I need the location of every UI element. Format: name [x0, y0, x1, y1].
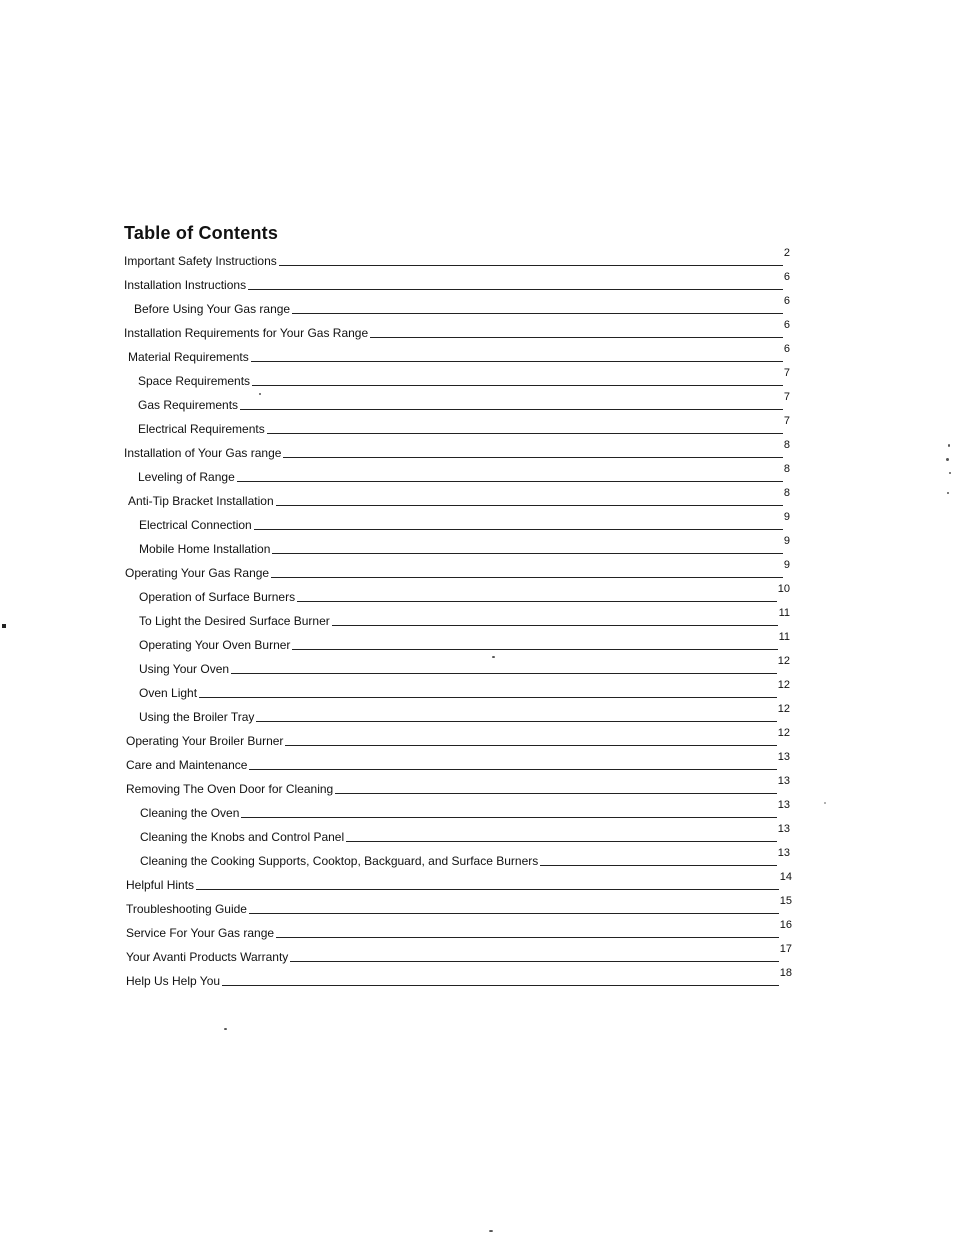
- toc-leader-line: [292, 649, 777, 650]
- toc-leader-line: [276, 937, 779, 938]
- scan-speck: [489, 1230, 493, 1232]
- toc-entry: [138, 415, 790, 437]
- toc-entry-label: Service For Your Gas range: [126, 926, 275, 940]
- toc-entry-page: 9: [783, 559, 790, 571]
- toc-entry-page: 13: [777, 751, 790, 763]
- toc-entry-label: Removing The Oven Door for Cleaning: [126, 782, 334, 796]
- toc-entry: [139, 607, 790, 629]
- toc-entry-page: 12: [777, 679, 790, 691]
- toc-entry-page: 8: [783, 439, 790, 451]
- toc-entry: [126, 871, 792, 893]
- toc-entry-page: 9: [783, 535, 790, 547]
- toc-leader-line: [231, 673, 777, 674]
- toc-entry-label: Anti-Tip Bracket Installation: [128, 494, 274, 508]
- toc-entry: [138, 391, 790, 413]
- toc-entry: [140, 847, 790, 869]
- toc-entry-label: Your Avanti Products Warranty: [126, 950, 289, 964]
- toc-entry-page: 8: [783, 487, 790, 499]
- toc-entry-page: 7: [783, 367, 790, 379]
- toc-entry: [126, 943, 792, 965]
- toc-entry-label: Material Requirements: [128, 350, 249, 364]
- toc-leader-line: [370, 337, 783, 338]
- toc-entry-label: Installation Instructions: [124, 278, 247, 292]
- scan-speck: [2, 624, 6, 628]
- toc-leader-line: [292, 313, 783, 314]
- toc-leader-line: [279, 265, 783, 266]
- toc-entry: [140, 799, 790, 821]
- toc-leader-line: [251, 361, 783, 362]
- toc-entry: [138, 367, 790, 389]
- toc-entry-page: 13: [777, 799, 790, 811]
- toc-entry-label: Mobile Home Installation: [139, 542, 271, 556]
- toc-entry-label: Help Us Help You: [126, 974, 221, 988]
- toc-entry: [126, 967, 792, 989]
- toc-leader-line: [271, 577, 783, 578]
- scan-speck: [949, 472, 951, 474]
- toc-entry-page: 9: [783, 511, 790, 523]
- toc-entry-label: Care and Maintenance: [126, 758, 248, 772]
- toc-leader-line: [222, 985, 779, 986]
- toc-entry-label: Using Your Oven: [139, 662, 230, 676]
- toc-leader-line: [285, 745, 776, 746]
- toc-leader-line: [332, 625, 778, 626]
- toc-entry: [126, 895, 792, 917]
- toc-leader-line: [249, 913, 779, 914]
- toc-entry: [140, 823, 790, 845]
- toc-entry: [124, 247, 790, 269]
- toc-leader-line: [254, 529, 783, 530]
- toc-entry-label: Helpful Hints: [126, 878, 195, 892]
- toc-leader-line: [248, 289, 783, 290]
- toc-entry-page: 6: [783, 295, 790, 307]
- toc-entry-page: 12: [777, 703, 790, 715]
- toc-entry-label: Space Requirements: [138, 374, 251, 388]
- toc-entry: [138, 463, 790, 485]
- toc-entry: [126, 775, 790, 797]
- toc-entry-page: 7: [783, 415, 790, 427]
- toc-entry-label: Cleaning the Cooking Supports, Cooktop, Backguard, and Surface Burners: [140, 854, 539, 868]
- toc-entry-page: 13: [777, 775, 790, 787]
- toc-leader-line: [346, 841, 777, 842]
- toc-entry-page: 12: [777, 727, 790, 739]
- toc-entry: [126, 727, 790, 749]
- toc-leader-line: [199, 697, 777, 698]
- toc-entry: [139, 631, 790, 653]
- toc-leader-line: [256, 721, 776, 722]
- toc-entry: [126, 751, 790, 773]
- toc-leader-line: [297, 601, 777, 602]
- toc-entry-page: 18: [779, 967, 792, 979]
- toc-entry-page: 16: [779, 919, 792, 931]
- toc-entry-page: 7: [783, 391, 790, 403]
- toc-entry-page: 10: [777, 583, 790, 595]
- scan-speck: [224, 1028, 227, 1030]
- toc-entry-page: 2: [783, 247, 790, 259]
- toc-leader-line: [237, 481, 783, 482]
- toc-entry-page: 6: [783, 319, 790, 331]
- toc-leader-line: [267, 433, 783, 434]
- toc-leader-line: [252, 385, 783, 386]
- toc-entry-label: Operation of Surface Burners: [139, 590, 296, 604]
- toc-entry-page: 11: [778, 607, 790, 619]
- scan-speck: [946, 458, 949, 461]
- toc-entry-page: 8: [783, 463, 790, 475]
- toc-entry: [124, 319, 790, 341]
- toc-entry: [124, 271, 790, 293]
- toc-entry-page: 13: [777, 823, 790, 835]
- toc-leader-line: [283, 457, 782, 458]
- toc-entry-page: 17: [779, 943, 792, 955]
- scan-speck: [948, 444, 950, 447]
- toc-entry-page: 12: [777, 655, 790, 667]
- toc-entry-label: To Light the Desired Surface Burner: [139, 614, 330, 628]
- toc-entry: [125, 559, 790, 581]
- toc-entry: [124, 439, 790, 461]
- toc-entry: [134, 295, 790, 317]
- toc-entry-page: 6: [783, 271, 790, 283]
- toc-leader-line: [196, 889, 779, 890]
- scan-speck: [947, 492, 949, 494]
- toc-leader-line: [272, 553, 782, 554]
- toc-entry-page: 6: [783, 343, 790, 355]
- toc-entry-label: Troubleshooting Guide: [126, 902, 247, 916]
- toc-entry: [139, 679, 790, 701]
- toc-entry-page: 14: [779, 871, 792, 883]
- toc-entry-label: Cleaning the Oven: [140, 806, 240, 820]
- scan-speck: [492, 656, 495, 658]
- toc-entry-label: Oven Light: [139, 686, 198, 700]
- toc-entry-label: Operating Your Oven Burner: [139, 638, 291, 652]
- toc-entry-page: 13: [777, 847, 790, 859]
- toc-entry: [139, 583, 790, 605]
- toc-entry-label: Electrical Connection: [139, 518, 252, 532]
- toc-entry-label: Leveling of Range: [138, 470, 235, 484]
- toc-entry-label: Installation Requirements for Your Gas Range: [124, 326, 369, 340]
- toc-leader-line: [276, 505, 783, 506]
- toc-leader-line: [240, 409, 783, 410]
- toc-entry: [139, 535, 790, 557]
- toc-entry: [139, 511, 790, 533]
- toc-entry-label: Cleaning the Knobs and Control Panel: [140, 830, 345, 844]
- toc-leader-line: [241, 817, 776, 818]
- toc-entry: [126, 919, 792, 941]
- toc-entry: [139, 703, 790, 725]
- page-title: Table of Contents: [124, 223, 279, 243]
- toc-entry-page: 15: [779, 895, 792, 907]
- toc-entry-page: 11: [778, 631, 790, 643]
- toc-entry-label: Operating Your Broiler Burner: [126, 734, 284, 748]
- toc-leader-line: [540, 865, 777, 866]
- toc-entry-label: Using the Broiler Tray: [139, 710, 255, 724]
- toc-entry-label: Important Safety Instructions: [124, 254, 277, 268]
- toc-entry-label: Before Using Your Gas range: [134, 302, 291, 316]
- toc-entry: [128, 343, 790, 365]
- toc-entry: [139, 655, 790, 677]
- toc-entry-label: Electrical Requirements: [138, 422, 265, 436]
- toc-entry: [128, 487, 790, 509]
- scan-speck: [824, 802, 826, 804]
- toc-entry-label: Installation of Your Gas range: [124, 446, 282, 460]
- toc-entry-label: Operating Your Gas Range: [125, 566, 270, 580]
- scan-speck: [259, 393, 261, 395]
- toc-leader-line: [249, 769, 776, 770]
- toc-entry-label: Gas Requirements: [138, 398, 239, 412]
- toc-leader-line: [335, 793, 777, 794]
- toc-leader-line: [290, 961, 778, 962]
